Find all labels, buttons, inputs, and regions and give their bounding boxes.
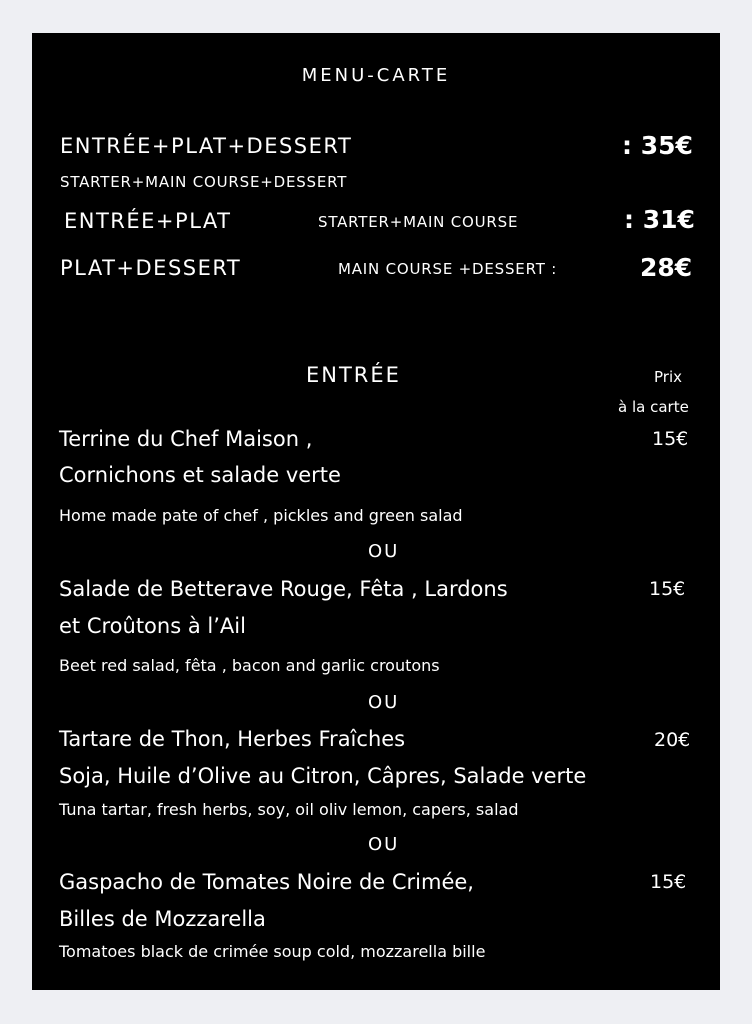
- item-4-name-line-2: Billes de Mozzarella: [59, 907, 266, 931]
- separator-1: OU: [368, 541, 400, 562]
- formula-1-en: STARTER+MAIN COURSE+DESSERT: [60, 173, 348, 191]
- item-4-description: Tomatoes black de crimée soup cold, mozzarella bille: [59, 942, 486, 961]
- item-1-name-line-1: Terrine du Chef Maison ,: [59, 427, 313, 451]
- item-2-name-line-1: Salade de Betterave Rouge, Fêta , Lardons: [59, 577, 508, 601]
- price-header-1: Prix: [654, 368, 682, 386]
- item-2-price: 15€: [649, 578, 686, 600]
- item-2-name-line-2: et Croûtons à l’Ail: [59, 614, 246, 638]
- formula-3-en: MAIN COURSE +DESSERT :: [338, 260, 558, 278]
- item-3-name-line-2: Soja, Huile d’Olive au Citron, Câpres, Salade verte: [59, 764, 587, 788]
- item-1-name-line-2: Cornichons et salade verte: [59, 463, 341, 487]
- item-1-description: Home made pate of chef , pickles and green salad: [59, 506, 463, 525]
- item-3-name-line-1: Tartare de Thon, Herbes Fraîches: [59, 727, 406, 751]
- formula-3-price: 28€: [640, 253, 693, 282]
- formula-2-fr: ENTRÉE+PLAT: [64, 209, 232, 233]
- item-3-price: 20€: [654, 729, 691, 751]
- menu-title: MENU-CARTE: [301, 65, 451, 86]
- item-4-price: 15€: [650, 871, 687, 893]
- item-4-name-line-1: Gaspacho de Tomates Noire de Crimée,: [59, 870, 474, 894]
- separator-3: OU: [368, 834, 400, 855]
- formula-2-en: STARTER+MAIN COURSE: [318, 213, 519, 231]
- price-header-2: à la carte: [618, 398, 689, 416]
- item-3-description: Tuna tartar, fresh herbs, soy, oil oliv lemon, capers, salad: [59, 800, 519, 819]
- item-1-price: 15€: [652, 428, 689, 450]
- formula-1-price: : 35€: [622, 131, 693, 160]
- item-2-description: Beet red salad, fêta , bacon and garlic croutons: [59, 656, 440, 675]
- formula-1-fr: ENTRÉE+PLAT+DESSERT: [60, 134, 353, 158]
- formula-3-fr: PLAT+DESSERT: [60, 256, 242, 280]
- formula-2-price: : 31€: [624, 205, 695, 234]
- section-title: ENTRÉE: [306, 363, 401, 387]
- separator-2: OU: [368, 692, 400, 713]
- menu-board: [32, 33, 720, 990]
